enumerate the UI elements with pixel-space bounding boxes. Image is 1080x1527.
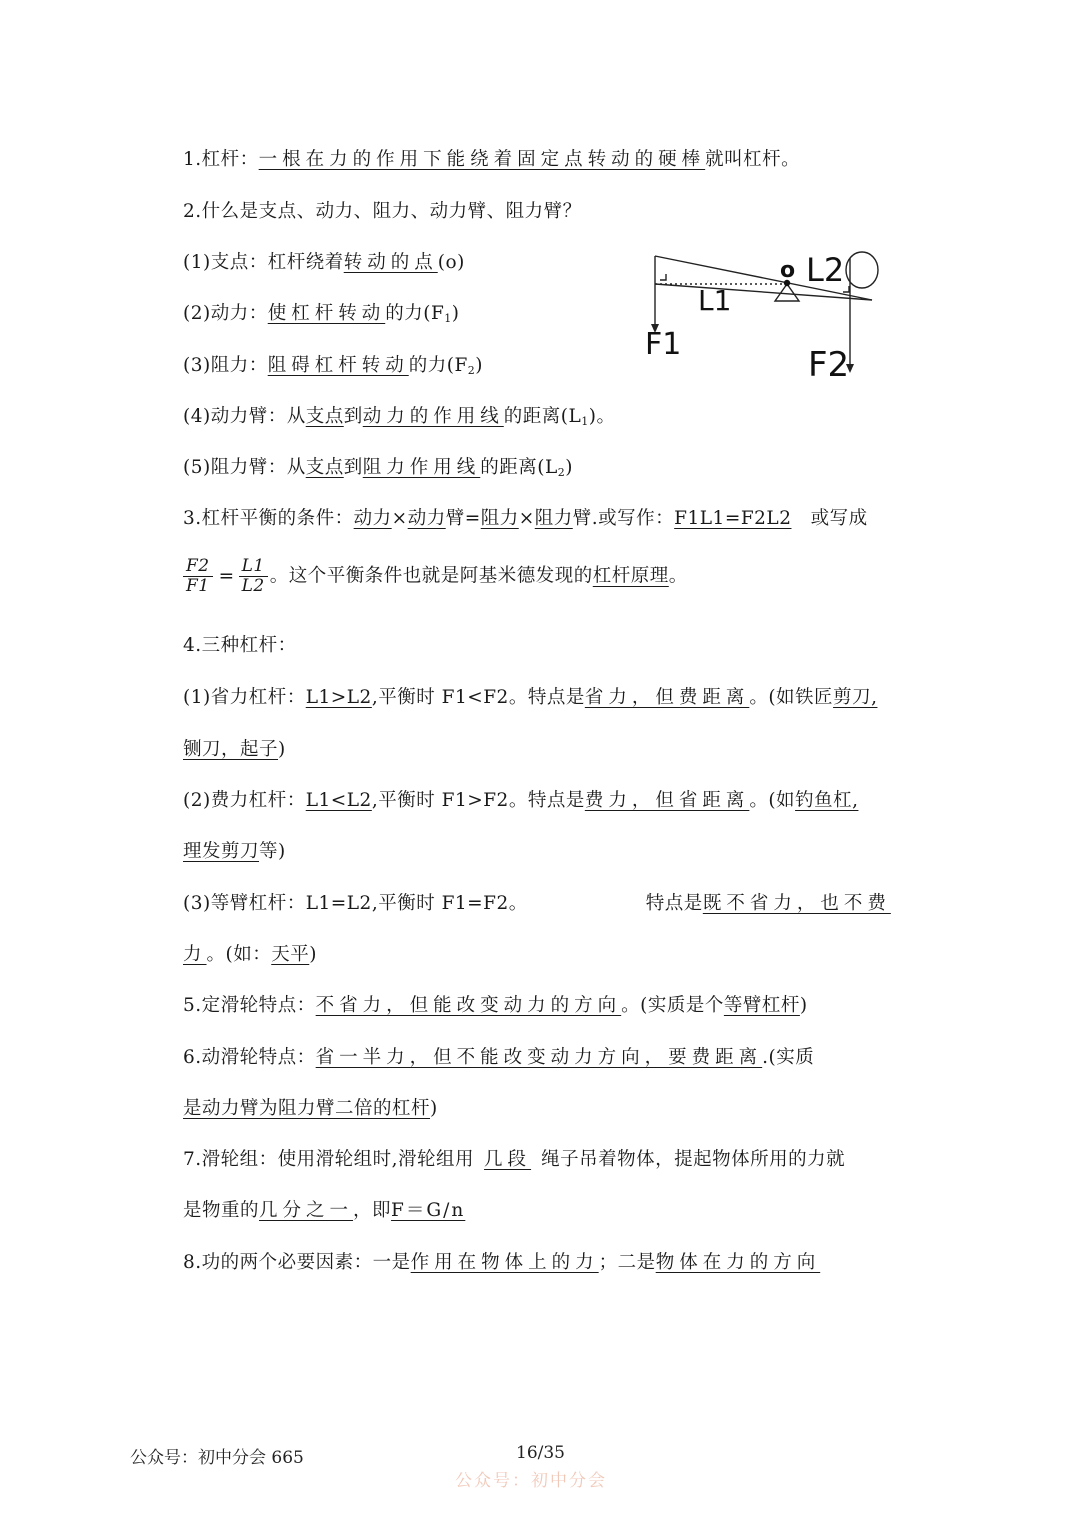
underlined-text: 动力的作用线 [362,406,504,427]
text: × [518,508,535,529]
text: ,平衡时 F1>F2。特点是 [371,790,585,811]
equals-sign: = [218,565,235,587]
underlined-text: 几段 [484,1149,532,1170]
underlined-text: F＝G/n [391,1200,466,1221]
denominator: F1 [186,576,210,596]
underlined-text: 天平 [271,944,310,965]
text: 的力(F [408,355,468,376]
item-force-saving-lever [183,685,877,711]
l2-label: L2 [806,251,845,289]
fraction-arm [239,557,268,596]
text: (1)支点：杠杆绕着 [183,252,344,273]
underlined-text: 剪刀, [833,687,878,708]
subscript: 2 [467,364,476,377]
underlined-text: 不省力，但能改变动力的方向 [315,995,622,1016]
text: ) [430,1098,438,1119]
text: 。(如： [206,944,272,965]
balance-formula: F1L1=F2L2 [674,508,792,529]
underlined-text: 支点 [305,406,344,427]
text: 3.杠杆平衡的条件： [183,508,354,529]
numerator: L1 [239,557,268,577]
underlined-text: 支点 [305,457,344,478]
underlined-text: 使杠杆转动 [267,303,386,324]
item-resistance [183,353,483,384]
text: 5.定滑轮特点： [183,995,316,1016]
underlined-text: 动力 [407,508,446,529]
fulcrum-label: o [780,258,796,283]
text: .(实质 [762,1047,815,1068]
item-resistance-arm [183,455,573,486]
text: (3)等臂杠杆：L1=L2,平衡时 F1=F2。 [183,893,528,914]
underlined-text: 是动力臂为阻力臂二倍的杠杆 [183,1098,431,1119]
text: ) [565,457,573,478]
underlined-text: 等臂杠杆 [723,995,800,1016]
underlined-text: 力 [183,944,207,965]
item-movable-pulley-essence [183,1096,438,1122]
underlined-text: 阻力作用线 [362,457,481,478]
text: ) [278,739,286,760]
f1-label: F1 [645,327,682,362]
underlined-text: 钓鱼杠, [795,790,859,811]
text: 或写成 [810,508,868,529]
l2-arc [846,252,878,288]
item-fulcrum [183,250,465,276]
text: 到 [343,406,363,427]
text: (3)阻力： [183,355,268,376]
item-force-costing-examples [183,839,286,865]
text: 是物重的 [183,1200,260,1221]
underlined-text: 铡刀，起子 [183,739,279,760]
text: 7.滑轮组：使用滑轮组时,滑轮组用 [183,1149,475,1170]
lever-diagram [640,248,880,388]
f2-label: F2 [808,345,850,385]
text: ) [309,944,317,965]
text: ,平衡时 F1<F2。特点是 [371,687,585,708]
text: 2.什么是支点、动力、阻力、动力臂、阻力臂？ [183,201,582,222]
underlined-text: 理发剪刀 [183,841,260,862]
underlined-text: 阻碍杠杆转动 [267,355,409,376]
text: (4)动力臂：从 [183,406,306,427]
subscript: 2 [557,466,566,479]
text: 的距离(L [503,406,582,427]
underlined-text: 作用在物体上的力 [410,1252,599,1273]
footer-left: 公众号：初中分会 665 [130,1448,304,1468]
underlined-text: 阻力 [534,508,573,529]
item-effort [183,301,460,332]
underlined-text: L1<L2 [305,790,372,811]
item-balance-condition [183,506,868,532]
text: (2)费力杠杆： [183,790,306,811]
text: 6.动滑轮特点： [183,1047,316,1068]
text: 特点是 [645,893,703,914]
text: (1)省力杠杆： [183,687,306,708]
text: ) [799,995,808,1016]
text: ；二是 [598,1252,656,1273]
text: 。这个平衡条件也就是阿基米德发现的 [269,565,593,587]
text: ) [451,303,460,324]
underlined-text: 物体在力的方向 [655,1252,821,1273]
item-effort-arm [183,404,616,435]
item-force-saving-examples [183,737,286,763]
item-question [183,199,582,225]
text: (o) [437,252,465,273]
underlined-text: 动力 [353,508,392,529]
text: 。(如 [749,790,796,811]
text: 。(实质是个 [621,995,724,1016]
text: 8.功的两个必要因素：一是 [183,1252,411,1273]
underlined-text: 杠杆原理 [592,565,669,587]
text: (5)阻力臂：从 [183,457,306,478]
subscript: 1 [444,312,452,325]
denominator: L2 [241,576,265,596]
text: 到 [343,457,363,478]
item-lever-definition [183,147,800,173]
item-three-levers [183,633,297,659]
text: 等) [259,841,286,862]
underlined-text: 既不省力，也不费 [702,893,891,914]
item-equal-arm-examples [183,942,317,968]
text: 绳子吊着物体，提起物体所用的力就 [541,1149,846,1170]
text: 的距离(L [480,457,558,478]
fraction-force [183,557,213,596]
item-pulley-block-formula [183,1198,465,1224]
text: )。 [588,406,616,427]
text: 就叫杠杆。 [705,149,801,170]
underlined-text: 省力，但费距离 [584,687,750,708]
item-force-costing-lever [183,788,858,814]
text: 1.杠杆： [183,149,259,170]
underlined-text: 费力，但省距离 [584,790,750,811]
underlined-text: 一根在力的作用下能绕着固定点转动的硬棒 [258,149,706,170]
item-movable-pulley [183,1045,814,1071]
underlined-text: 省一半力，但不能改变动力方向，要费距离 [315,1047,763,1068]
underlined-text: L1>L2 [305,687,372,708]
underlined-text: 几分之一 [259,1200,354,1221]
text: 。(如铁匠 [749,687,834,708]
text: 的力(F [385,303,445,324]
underlined-text: 转动的点 [343,252,438,273]
text: (2)动力： [183,303,268,324]
text: ) [475,355,484,376]
text: × [391,508,408,529]
watermark: 公众号：初中分会 [455,1471,607,1491]
right-angle-mark-left [660,274,666,280]
item-ratio-formula [183,557,688,596]
item-work-factors [183,1250,820,1276]
underlined-text: 阻力 [480,508,519,529]
item-fixed-pulley [183,993,808,1019]
text: 臂= [445,508,481,529]
item-pulley-block [183,1147,845,1173]
numerator: F2 [183,557,213,577]
subscript: 1 [581,415,589,428]
text: 臂.或写作： [572,508,675,529]
l1-label: L1 [698,284,732,317]
text: ，即 [353,1200,392,1221]
item-equal-arm-lever [183,891,891,917]
page-number: 16/35 [516,1443,565,1463]
text: 。 [668,565,688,587]
text: 4.三种杠杆： [183,635,297,656]
